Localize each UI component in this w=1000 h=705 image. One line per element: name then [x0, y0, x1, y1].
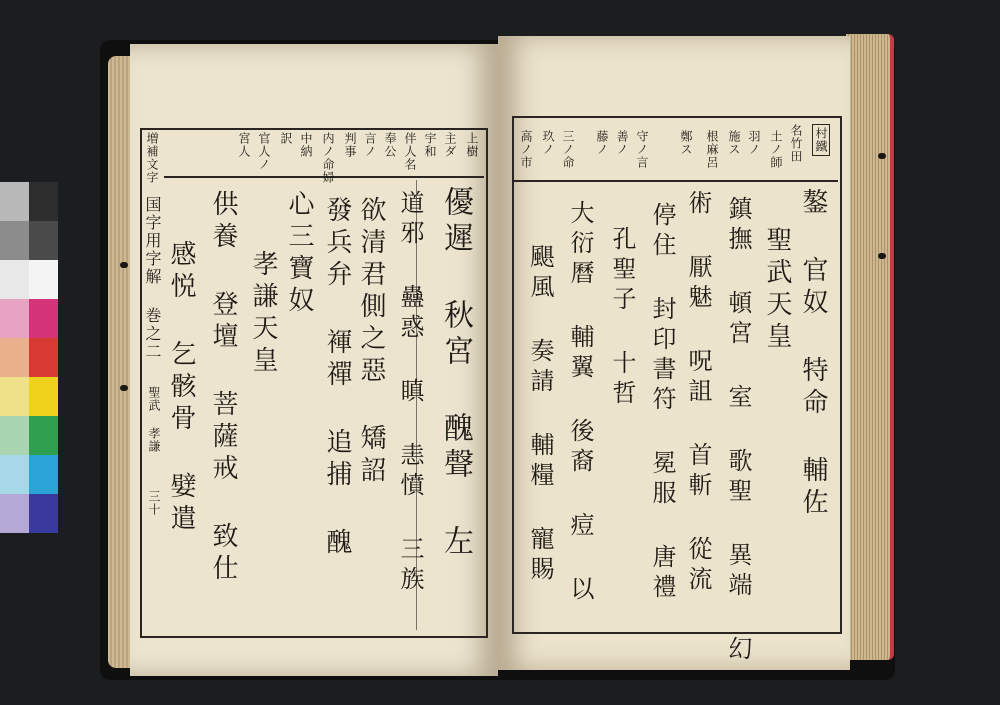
- right-text-frame: [512, 116, 842, 634]
- right-header-entry: 三ノ命: [561, 130, 575, 169]
- left-header-entry: 中納: [299, 132, 313, 158]
- dictionary-column: 術 厭魅 呪詛 首斬 從流: [684, 190, 712, 596]
- left-header-entry: 奉公: [383, 132, 397, 158]
- dictionary-column: 心三寶奴: [284, 190, 314, 318]
- left-header-entry: 言ノ: [363, 132, 377, 158]
- left-header-entry: 宮人: [237, 132, 251, 158]
- dictionary-column: 道邪 蠱惑 瞋 恚憤 三族: [396, 190, 424, 596]
- left-header-entry: 訳: [279, 132, 293, 145]
- dictionary-column: 鏊 官奴 特命 輔佐: [798, 188, 828, 520]
- left-header-entry: 官人ノ: [257, 132, 271, 171]
- right-header-entry: 善ノ: [615, 130, 629, 156]
- dictionary-column: 優遲 秋宮 醜聲 左: [438, 186, 473, 561]
- dictionary-column: 欲清君側之惡 矯詔: [356, 196, 386, 488]
- gutter-page-number: 三十: [147, 490, 161, 516]
- color-calibration-strip: [0, 182, 58, 540]
- dictionary-column: 供養 登壇 菩薩戒 致仕: [208, 190, 238, 586]
- right-header-entry: 施ス: [727, 130, 741, 156]
- right-header-name: 名竹田: [789, 124, 803, 163]
- gutter-section: 聖武 孝謙: [147, 386, 161, 453]
- left-header-entry: 上樹: [465, 132, 479, 158]
- binding-mark: [878, 153, 886, 159]
- right-header-rule: [512, 180, 838, 182]
- left-header-entry: 宇和: [423, 132, 437, 158]
- binding-mark: [120, 262, 128, 268]
- left-header-entry: 判事: [343, 132, 357, 158]
- right-header-label: 村鐵: [812, 124, 830, 156]
- dictionary-column: 感悦 乞骸骨 嬖遣: [166, 240, 196, 536]
- dictionary-column: 鎮撫 頓宮 室 歌聖 異端 幻: [724, 196, 752, 666]
- book-title-gutter: 国字用字解 巻之二: [143, 196, 162, 361]
- right-header-entry: 玖ノ: [541, 130, 555, 156]
- dictionary-column: 颶風 奏請 輔糧 寵賜: [526, 244, 554, 586]
- margin-title: 増補文字: [145, 132, 159, 184]
- dictionary-column: 孔聖子 十哲: [608, 226, 636, 410]
- left-header-entry: 内ノ命婦: [321, 132, 335, 184]
- binding-mark: [120, 385, 128, 391]
- left-header-entry: 主ダ: [443, 132, 457, 158]
- dictionary-column: 大衍曆 輔翼 後裔 痘 以: [566, 200, 594, 606]
- dictionary-column: 發兵弁 褌禪 追捕 醜: [322, 196, 352, 560]
- right-header-entry: 藤ノ: [595, 130, 609, 156]
- binding-mark: [878, 253, 886, 259]
- dictionary-column: 孝謙天皇: [248, 250, 278, 378]
- dictionary-column: 停住 封印書符 冕服 唐禮: [648, 202, 676, 604]
- right-header-entry: 土ノ師: [769, 130, 783, 169]
- right-header-entry: 根麻呂: [705, 130, 719, 169]
- right-header-entry: 鄭ス: [679, 130, 693, 156]
- right-header-entry: 高ノ市: [519, 130, 533, 169]
- left-header-entry: 伴人名: [403, 132, 417, 171]
- right-header-entry: 守ノ言: [635, 130, 649, 169]
- book-edge-right: [846, 34, 894, 660]
- right-header-entry: 羽ノ: [747, 130, 761, 156]
- dictionary-column: 聖武天皇: [762, 226, 792, 354]
